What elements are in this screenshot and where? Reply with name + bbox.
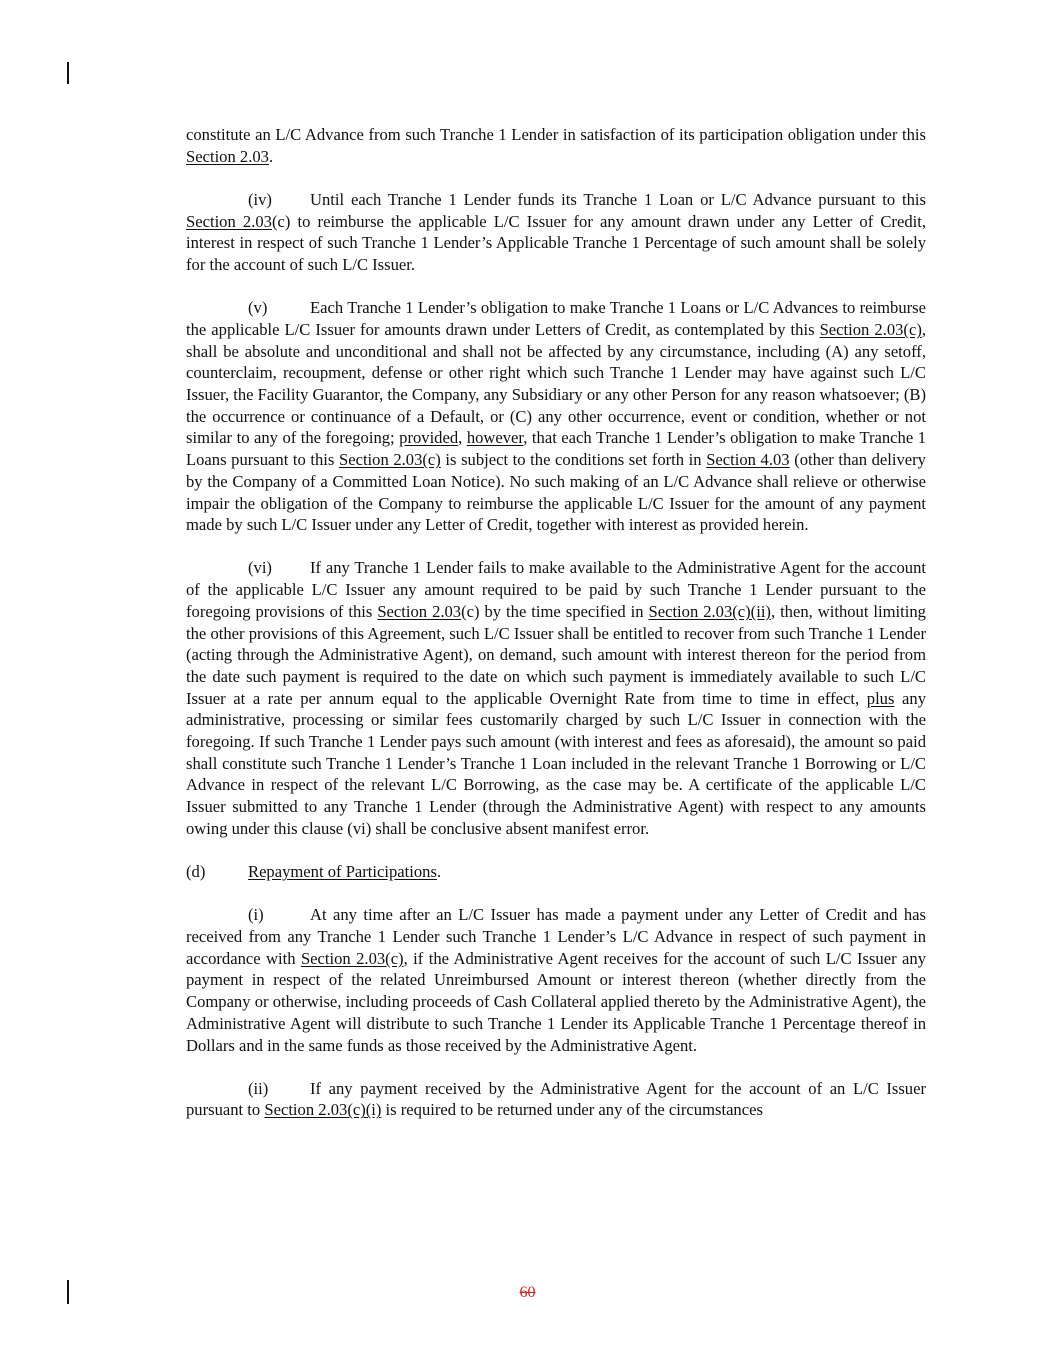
revision-change-bar: [67, 62, 69, 84]
paragraph-d-heading: (d) Repayment of Participations.: [186, 862, 442, 882]
section-reference: Section 2.03(c)(i): [264, 1100, 382, 1120]
section-reference: Section 2.03: [186, 211, 272, 231]
clause-number: (d): [186, 862, 206, 882]
section-reference: Section 2.03(c): [819, 319, 922, 339]
paragraph-continuation: constitute an L/C Advance from such Tranche 1 Lender in satisfaction of its participation obligation under this Section 2.03.: [186, 125, 926, 166]
paragraph-vi: (vi) If any Tranche 1 Lender fails to make available to the Administrative Agent for the account of the applicable L/C Issuer any amount required to be paid by such Tranche 1 Lender pursuant to the foregoing provisions of this Section 2.03(c) by the time specified in Section 2.03(c)(ii), then, without limiting the other provisions of this Agreement, such L/C Issuer shall be entitled to recover from such Tranche 1 Lender (acting through the Administrative Agent), on demand, such amount with interest thereon for the period from the date such payment is required to the date on which such payment is immediately available to such L/C Issuer at a rate per annum equal to the applicable Overnight Rate from time to time in effect, plus any administrative, processing or similar fees customarily charged by such L/C Issuer in connection with the foregoing. If such Tranche 1 Lender pays such amount (with interest and fees as aforesaid), the amount so paid shall constitute such Tranche 1 Lender’s Tranche 1 Loan included in the relevant Tranche 1 Borrowing or L/C Advance in respect of the relevant L/C Borrowing, as the case may be. A certificate of the applicable L/C Issuer submitted to any Tranche 1 Lender (through the Administrative Agent) with respect to any amounts owing under this clause (vi) shall be conclusive absent manifest error.: [186, 558, 927, 838]
paragraph-i: (i) At any time after an L/C Issuer has made a payment under any Letter of Credit and has received from any Tranche 1 Lender such Tranche 1 Lender’s L/C Advance in respect of such payment in accordance with Section 2.03(c), if the Administrative Agent receives for the account of such L/C Issuer any payment in respect of the related Unreimbursed Amount or interest thereon (whether directly from the Company or otherwise, including proceeds of Cash Collateral applied thereto by the Administrative Agent), the Administrative Agent will distribute to such Tranche 1 Lender its Applicable Tranche 1 Percentage thereof in Dollars and in the same funds as those received by the Administrative Agent.: [186, 905, 926, 1055]
paragraph-iv: (iv) Until each Tranche 1 Lender funds its Tranche 1 Loan or L/C Advance pursuant to this Section 2.03(c) to reimburse the applicable L/C Issuer for any amount drawn under any Letter of Credit, interest in respect of such Tranche 1 Lender’s Applicable Tranche 1 Percentage of such amount shall be solely for the account of such L/C Issuer.: [186, 189, 926, 275]
section-heading: Repayment of Participations: [248, 862, 437, 882]
section-reference: Section 4.03: [706, 450, 790, 470]
clause-number: (vi): [248, 558, 272, 578]
section-reference: Section 2.03: [377, 601, 462, 621]
document-page: [186, 124, 926, 1143]
clause-number: (ii): [248, 1078, 269, 1098]
clause-number: (i): [248, 905, 264, 925]
paragraph-ii: (ii) If any payment received by the Administrative Agent for the account of an L/C Issuer pursuant to Section 2.03(c)(i) is required to be returned under any of the circumstances: [186, 1078, 926, 1120]
section-reference: Section 2.03(c): [338, 450, 441, 470]
clause-number: (iv): [248, 189, 272, 209]
paragraph-v: (v) Each Tranche 1 Lender’s obligation to make Tranche 1 Loans or L/C Advances to reimburse the applicable L/C Issuer for amounts drawn under Letters of Credit, as contemplated by this Section 2.03(c), shall be absolute and unconditional and shall not be affected by any circumstance, including (A) any setoff, counterclaim, recoupment, defense or other right which such Tranche 1 Lender may have against such L/C Issuer, the Facility Guarantor, the Company, any Subsidiary or any other Person for any reason whatsoever; (B) the occurrence or continuance of a Default, or (C) any other occurrence, event or condition, whether or not similar to any of the foregoing; provided, however, that each Tranche 1 Lender’s obligation to make Tranche 1 Loans pursuant to this Section 2.03(c) is subject to the conditions set forth in Section 4.03 (other than delivery by the Company of a Committed Loan Notice). No such making of an L/C Advance shall relieve or otherwise impair the obligation of the Company to reimburse the applicable L/C Issuer for the amount of any payment made by such L/C Issuer under any Letter of Credit, together with interest as provided herein.: [186, 298, 927, 535]
defined-term: however: [466, 428, 524, 448]
defined-term: plus: [866, 688, 895, 708]
page-number: 60: [519, 1284, 536, 1301]
section-reference: Section 2.03: [186, 146, 269, 166]
clause-number: (v): [248, 298, 268, 318]
section-reference: Section 2.03(c): [300, 948, 404, 968]
defined-term: provided: [399, 428, 459, 448]
section-reference: Section 2.03(c)(ii): [648, 601, 771, 621]
